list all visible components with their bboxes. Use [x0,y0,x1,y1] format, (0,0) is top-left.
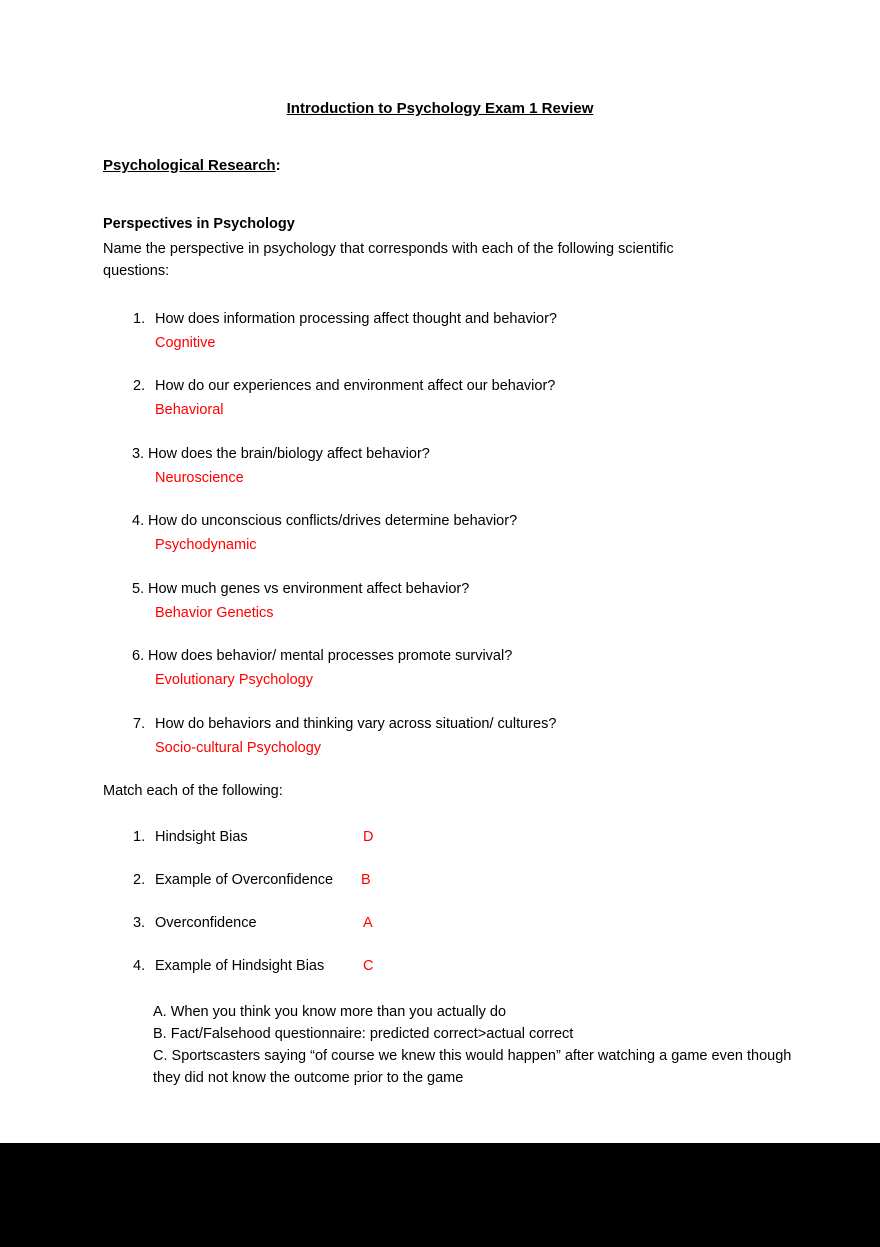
document-content [103,100,792,1089]
match-term: Example of Overconfidence [155,872,334,888]
item-number: 1. [133,829,146,845]
question-text: How do our experiences and environment affect our behavior? [155,378,556,395]
list-item [103,913,777,934]
list-item: B. Fact/Falsehood questionnaire: predicted correct>actual correct [153,1026,574,1043]
question-text: How does information processing affect thought and behavior? [155,310,557,327]
list-item [103,870,777,891]
question-text: How does the brain/biology affect behavior? [148,445,430,462]
item-number: 6. [132,648,145,665]
item-number: 2. [133,872,146,888]
list-item [103,511,777,557]
question-text: How do behaviors and thinking vary across situation/ cultures? [155,715,557,732]
list-item: C. Sportscasters saying “of course we knew this would happen” after watching a game even though they did not know the outcome prior to the game [153,1048,792,1087]
match-answer: D [363,829,374,845]
item-number: 2. [133,378,146,395]
question-text: How do unconscious conflicts/drives determine behavior? [148,513,518,530]
list-item [103,956,777,977]
section-heading-text: Psychological Research [103,156,276,174]
perspective-question-list [103,309,777,760]
item-number: 1. [133,310,146,327]
match-instruction: Match each of the following: [103,783,283,800]
list-item [103,827,777,848]
item-number: 3. [133,915,146,931]
footer-black-bar [0,1143,880,1247]
answer-text: Cognitive [155,334,216,351]
list-item [103,579,777,625]
matching-list [103,827,777,977]
match-answer: B [361,872,371,888]
match-answer: C [363,958,374,974]
list-item [103,376,777,422]
list-item [103,444,777,490]
intro-paragraph: Name the perspective in psychology that corresponds with each of the following scientific questions: [103,241,674,279]
match-answer: A [363,915,373,931]
item-number: 4. [133,958,146,974]
item-number: 5. [132,580,145,597]
list-item: A. When you think you know more than you actually do [153,1004,507,1020]
answer-text: Psychodynamic [155,537,257,553]
question-text: How much genes vs environment affect behavior? [148,580,470,597]
match-term: Hindsight Bias [155,829,248,845]
list-item [103,646,777,692]
list-item [103,714,777,760]
page-title-text: Introduction to Psychology Exam 1 Review [286,100,594,117]
answer-text: Behavioral [155,402,224,418]
answer-text: Socio-cultural Psychology [155,739,322,756]
sub-heading: Perspectives in Psychology [103,215,295,232]
answer-text: Evolutionary Psychology [155,672,313,688]
answer-text: Neuroscience [155,469,244,486]
item-number: 3. [132,445,145,462]
question-text: How does behavior/ mental processes promote survival? [148,648,513,665]
section-heading-colon: : [275,156,281,174]
match-term: Example of Hindsight Bias [155,958,325,974]
answer-text: Behavior Genetics [155,604,274,621]
page-title [103,100,777,119]
definition-list [103,1001,793,1089]
section-heading [103,157,777,176]
item-number: 4. [132,513,145,530]
match-term: Overconfidence [155,915,257,931]
list-item [103,309,777,355]
item-number: 7. [133,715,146,732]
